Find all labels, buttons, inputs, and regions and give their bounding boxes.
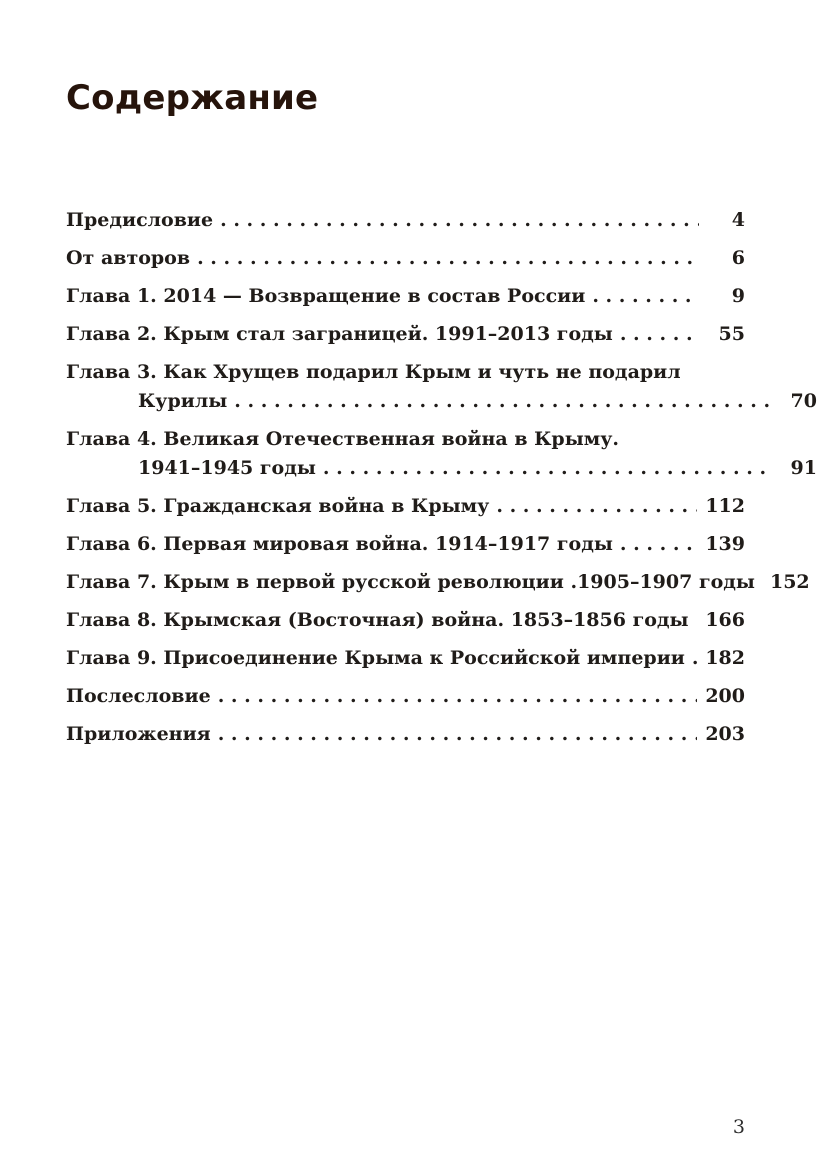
dot-leader bbox=[620, 530, 697, 559]
toc-entry-title: Послесловие bbox=[66, 685, 211, 707]
toc-entry-page: 9 bbox=[731, 285, 745, 307]
toc-entry-line bbox=[66, 358, 745, 387]
toc-entry-title: От авторов bbox=[66, 247, 191, 269]
toc-entry-line bbox=[66, 320, 745, 349]
toc-entry-line bbox=[66, 282, 745, 311]
toc-entry-page: 139 bbox=[705, 533, 745, 555]
toc-entry[interactable] bbox=[66, 282, 745, 311]
toc-entry-line bbox=[66, 644, 745, 673]
toc-entry[interactable] bbox=[66, 682, 745, 711]
toc-entry[interactable] bbox=[66, 530, 745, 559]
toc-entry-title: Глава 6. Первая мировая война. 1914–1917 годы bbox=[66, 533, 613, 555]
toc-entry-page: 55 bbox=[718, 323, 745, 345]
dot-leader bbox=[218, 720, 698, 749]
toc-entry-line bbox=[66, 492, 745, 521]
toc-entry-continuation-line bbox=[66, 387, 817, 416]
page-title: Содержание bbox=[66, 78, 319, 118]
toc-entry-title: Предисловие bbox=[66, 209, 214, 231]
toc-entry-page: 200 bbox=[705, 685, 745, 707]
toc-entry-title: Глава 2. Крым стал заграницей. 1991–2013 годы bbox=[66, 323, 613, 345]
toc-entry-line bbox=[66, 425, 745, 454]
toc-entry-title: Глава 4. Великая Отечественная война в Крыму. bbox=[66, 428, 620, 450]
toc-entry-page: 203 bbox=[705, 723, 745, 745]
toc-entry-page: 182 bbox=[705, 647, 745, 669]
toc-entry-line bbox=[66, 606, 745, 635]
dot-leader bbox=[692, 644, 697, 673]
dot-leader bbox=[592, 282, 699, 311]
toc-entry-page: 6 bbox=[731, 247, 745, 269]
toc-entry-subtitle: 1941–1945 годы bbox=[138, 457, 316, 479]
toc-entry-line bbox=[66, 530, 745, 559]
dot-leader bbox=[218, 682, 698, 711]
toc-entry[interactable] bbox=[66, 720, 745, 749]
toc-entry-line bbox=[66, 244, 745, 273]
toc-entry[interactable] bbox=[66, 425, 817, 483]
toc-entry-title: Глава 7. Крым в первой русской революции .1905–1907 годы bbox=[66, 571, 755, 593]
toc-entry[interactable] bbox=[66, 606, 745, 635]
toc-entry-title: Глава 9. Присоединение Крыма к Российской империи bbox=[66, 647, 685, 669]
toc-entry-page: 70 bbox=[790, 390, 817, 412]
toc-entry-title: Глава 1. 2014 — Возвращение в состав России bbox=[66, 285, 586, 307]
toc-entry-subtitle: Курилы bbox=[138, 390, 228, 412]
toc-entry-line bbox=[66, 568, 810, 597]
toc-entry[interactable] bbox=[66, 644, 745, 673]
toc-entry[interactable] bbox=[66, 568, 810, 597]
toc-entry-title: Глава 3. Как Хрущев подарил Крым и чуть не подарил bbox=[66, 361, 681, 383]
toc-entry[interactable] bbox=[66, 358, 817, 416]
toc-entry-page: 152 bbox=[769, 571, 810, 593]
toc-entry-page: 112 bbox=[705, 495, 745, 517]
dot-leader bbox=[496, 492, 697, 521]
toc-entry-page: 166 bbox=[705, 609, 745, 631]
dot-leader bbox=[197, 244, 699, 273]
toc-entry-title: Приложения bbox=[66, 723, 211, 745]
toc-entry[interactable] bbox=[66, 492, 745, 521]
toc-entry-title: Глава 5. Гражданская война в Крыму bbox=[66, 495, 490, 517]
dot-leader bbox=[620, 320, 699, 349]
dot-leader bbox=[696, 606, 698, 635]
dot-leader bbox=[220, 206, 699, 235]
dot-leader bbox=[234, 387, 771, 416]
toc-entry[interactable] bbox=[66, 320, 745, 349]
toc-entry[interactable] bbox=[66, 244, 745, 273]
toc-entry-continuation-line bbox=[66, 454, 817, 483]
toc-entry-page: 4 bbox=[731, 209, 745, 231]
toc-entry-page: 91 bbox=[790, 457, 817, 479]
toc-entry-title: Глава 8. Крымская (Восточная) война. 1853–1856 годы bbox=[66, 609, 689, 631]
toc-entry-line bbox=[66, 206, 745, 235]
page-number: 3 bbox=[732, 1116, 745, 1138]
toc-entry-line bbox=[66, 720, 745, 749]
toc-list bbox=[66, 206, 817, 758]
toc-entry-line bbox=[66, 682, 745, 711]
dot-leader bbox=[323, 454, 771, 483]
toc-entry[interactable] bbox=[66, 206, 745, 235]
